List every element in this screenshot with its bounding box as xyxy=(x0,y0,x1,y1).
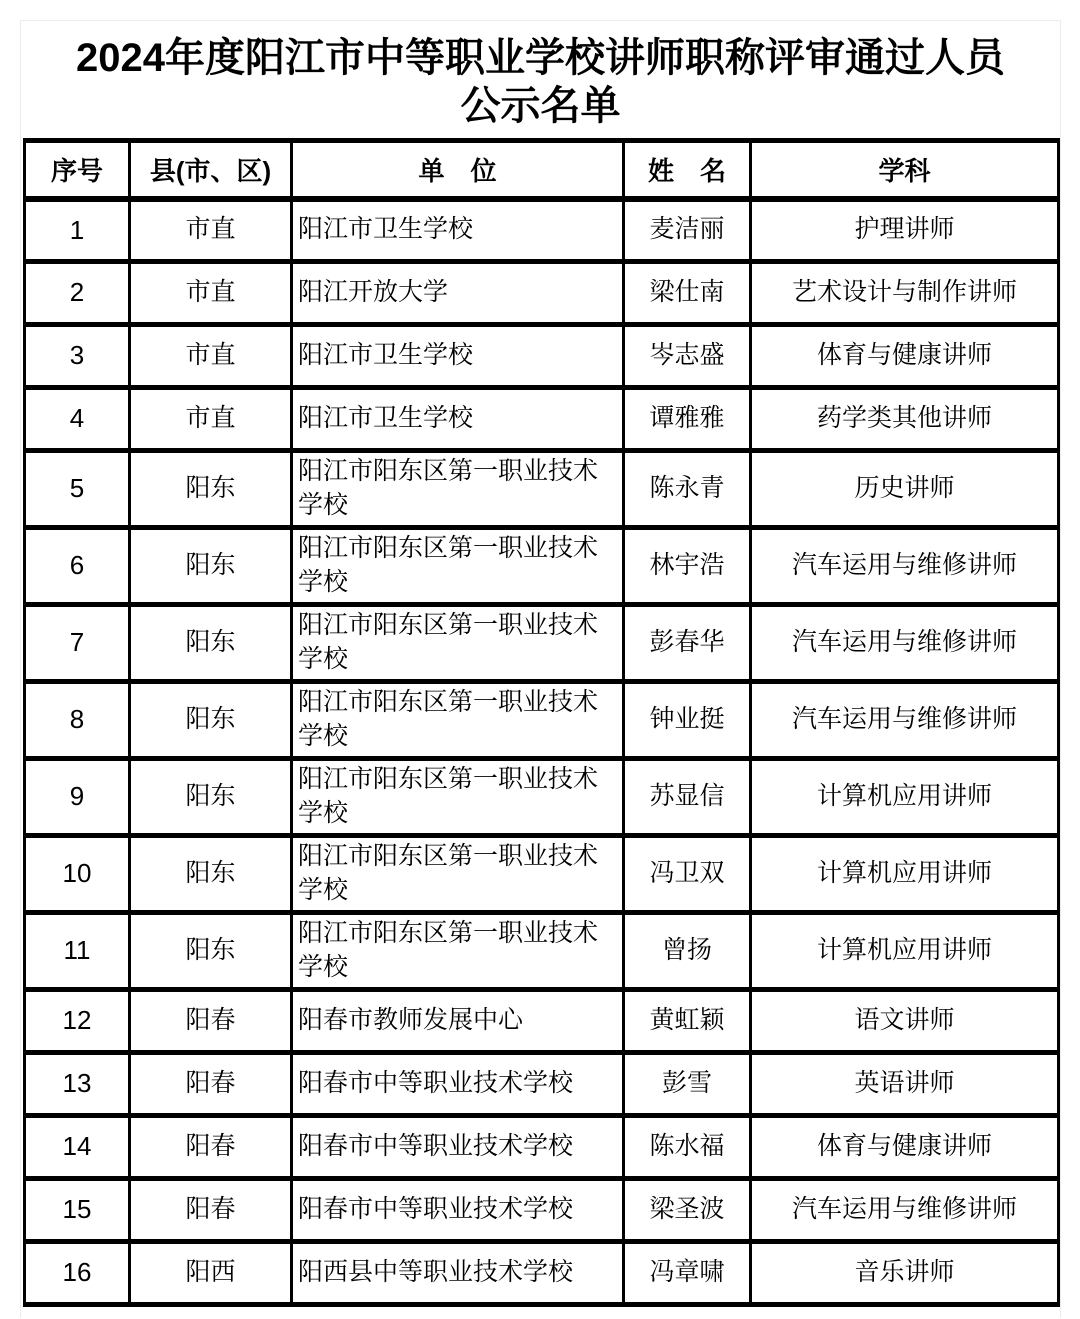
cell-name: 彭春华 xyxy=(624,605,751,682)
cell-index: 9 xyxy=(25,759,130,836)
cell-unit: 阳江市阳东区第一职业技术学校 xyxy=(292,528,624,605)
cell-index: 14 xyxy=(25,1116,130,1179)
cell-name: 梁圣波 xyxy=(624,1179,751,1242)
cell-unit: 阳江市阳东区第一职业技术学校 xyxy=(292,451,624,528)
cell-subject: 音乐讲师 xyxy=(751,1242,1059,1305)
cell-name: 岑志盛 xyxy=(624,325,751,388)
header-cell-unit: 单 位 xyxy=(292,141,624,199)
cell-subject: 艺术设计与制作讲师 xyxy=(751,262,1059,325)
title-line-2: 公示名单 xyxy=(460,84,621,128)
cell-unit: 阳江市阳东区第一职业技术学校 xyxy=(292,759,624,836)
cell-county: 阳春 xyxy=(130,990,292,1053)
table-row xyxy=(25,262,1059,325)
cell-subject: 计算机应用讲师 xyxy=(751,836,1059,913)
table-row xyxy=(25,759,1059,836)
table-row xyxy=(25,528,1059,605)
cell-county: 市直 xyxy=(130,325,292,388)
table-row xyxy=(25,605,1059,682)
cell-unit: 阳江市阳东区第一职业技术学校 xyxy=(292,913,624,990)
cell-name: 黄虹颖 xyxy=(624,990,751,1053)
cell-index: 8 xyxy=(25,682,130,759)
table-row xyxy=(25,1053,1059,1116)
cell-unit: 阳江市卫生学校 xyxy=(292,388,624,451)
cell-name: 林宇浩 xyxy=(624,528,751,605)
cell-unit: 阳春市中等职业技术学校 xyxy=(292,1116,624,1179)
table-row xyxy=(25,1179,1059,1242)
header-cell-name: 姓 名 xyxy=(624,141,751,199)
cell-index: 2 xyxy=(25,262,130,325)
cell-subject: 英语讲师 xyxy=(751,1053,1059,1116)
cell-unit: 阳西县中等职业技术学校 xyxy=(292,1242,624,1305)
table-row xyxy=(25,325,1059,388)
roster-table xyxy=(23,138,1060,1307)
cell-subject: 护理讲师 xyxy=(751,199,1059,262)
cell-county: 阳东 xyxy=(130,605,292,682)
cell-index: 15 xyxy=(25,1179,130,1242)
cell-index: 1 xyxy=(25,199,130,262)
cell-index: 4 xyxy=(25,388,130,451)
cell-name: 曾扬 xyxy=(624,913,751,990)
title-line-1: 2024年度阳江市中等职业学校讲师职称评审通过人员 xyxy=(76,36,1005,80)
cell-unit: 阳江开放大学 xyxy=(292,262,624,325)
cell-county: 阳东 xyxy=(130,836,292,913)
cell-name: 梁仕南 xyxy=(624,262,751,325)
cell-unit: 阳江市卫生学校 xyxy=(292,199,624,262)
cell-subject: 历史讲师 xyxy=(751,451,1059,528)
cell-unit: 阳春市中等职业技术学校 xyxy=(292,1179,624,1242)
cell-subject: 汽车运用与维修讲师 xyxy=(751,605,1059,682)
table-row xyxy=(25,990,1059,1053)
cell-county: 阳东 xyxy=(130,528,292,605)
cell-name: 冯卫双 xyxy=(624,836,751,913)
cell-county: 阳东 xyxy=(130,913,292,990)
cell-index: 16 xyxy=(25,1242,130,1305)
cell-subject: 计算机应用讲师 xyxy=(751,913,1059,990)
header-cell-county: 县(市、区) xyxy=(130,141,292,199)
cell-subject: 药学类其他讲师 xyxy=(751,388,1059,451)
table-row xyxy=(25,1242,1059,1305)
cell-index: 3 xyxy=(25,325,130,388)
table-row xyxy=(25,836,1059,913)
cell-county: 市直 xyxy=(130,262,292,325)
cell-unit: 阳江市阳东区第一职业技术学校 xyxy=(292,605,624,682)
cell-county: 阳西 xyxy=(130,1242,292,1305)
cell-name: 钟业挺 xyxy=(624,682,751,759)
cell-name: 陈永青 xyxy=(624,451,751,528)
cell-subject: 汽车运用与维修讲师 xyxy=(751,682,1059,759)
cell-unit: 阳春市中等职业技术学校 xyxy=(292,1053,624,1116)
cell-name: 谭雅雅 xyxy=(624,388,751,451)
cell-county: 阳东 xyxy=(130,759,292,836)
cell-name: 陈水福 xyxy=(624,1116,751,1179)
page-title xyxy=(21,34,1060,130)
cell-name: 苏显信 xyxy=(624,759,751,836)
table-row xyxy=(25,451,1059,528)
cell-county: 阳春 xyxy=(130,1116,292,1179)
cell-subject: 计算机应用讲师 xyxy=(751,759,1059,836)
cell-subject: 语文讲师 xyxy=(751,990,1059,1053)
cell-index: 7 xyxy=(25,605,130,682)
cell-subject: 体育与健康讲师 xyxy=(751,1116,1059,1179)
table-row xyxy=(25,199,1059,262)
header-row xyxy=(25,141,1059,199)
cell-county: 阳东 xyxy=(130,682,292,759)
cell-unit: 阳江市阳东区第一职业技术学校 xyxy=(292,682,624,759)
table-row xyxy=(25,913,1059,990)
cell-index: 6 xyxy=(25,528,130,605)
table-body xyxy=(25,199,1059,1305)
cell-name: 麦洁丽 xyxy=(624,199,751,262)
cell-index: 12 xyxy=(25,990,130,1053)
document-page xyxy=(20,20,1061,1318)
cell-county: 阳春 xyxy=(130,1053,292,1116)
cell-index: 11 xyxy=(25,913,130,990)
cell-name: 彭雪 xyxy=(624,1053,751,1116)
cell-index: 10 xyxy=(25,836,130,913)
table-row xyxy=(25,682,1059,759)
header-cell-index: 序号 xyxy=(25,141,130,199)
cell-subject: 汽车运用与维修讲师 xyxy=(751,528,1059,605)
table-row xyxy=(25,388,1059,451)
cell-subject: 汽车运用与维修讲师 xyxy=(751,1179,1059,1242)
cell-index: 5 xyxy=(25,451,130,528)
cell-county: 阳东 xyxy=(130,451,292,528)
cell-subject: 体育与健康讲师 xyxy=(751,325,1059,388)
cell-name: 冯章啸 xyxy=(624,1242,751,1305)
cell-unit: 阳江市阳东区第一职业技术学校 xyxy=(292,836,624,913)
cell-county: 市直 xyxy=(130,199,292,262)
cell-index: 13 xyxy=(25,1053,130,1116)
header-cell-subject: 学科 xyxy=(751,141,1059,199)
table-row xyxy=(25,1116,1059,1179)
cell-county: 阳春 xyxy=(130,1179,292,1242)
cell-county: 市直 xyxy=(130,388,292,451)
cell-unit: 阳江市卫生学校 xyxy=(292,325,624,388)
cell-unit: 阳春市教师发展中心 xyxy=(292,990,624,1053)
